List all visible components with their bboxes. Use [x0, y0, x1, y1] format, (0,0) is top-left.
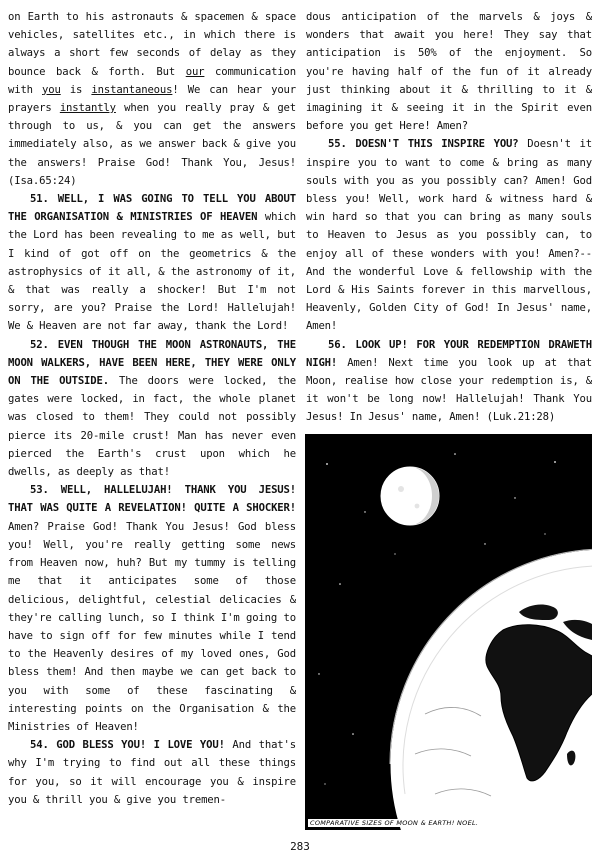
paragraph-55-heading: 55. DOESN'T THIS INSPIRE YOU? [328, 138, 519, 151]
paragraph-53 [8, 481, 296, 736]
emphasis-you: you [42, 83, 61, 96]
paragraph-53-heading: 53. WELL, HALLELUJAH! THANK YOU JESUS! THAT WAS QUITE A REVELATION! QUITE A SHOCKER! [8, 484, 296, 515]
emphasis-instantly: instantly [59, 102, 116, 115]
paragraph-52-body: The doors were locked, the gates were locked, in fact, the whole planet was closed to them! They could not possibly pierce its 20-mile crust! Man has never even pierced the Earth's crust upon which he dwells, as deeply as that! [8, 375, 297, 479]
paragraph-52-heading: 52. EVEN THOUGH THE MOON ASTRONAUTS, THE MOON WALKERS, HAVE BEEN HERE, THEY WERE ONLY ON THE OUTSIDE. [8, 338, 296, 388]
paragraph-55 [306, 135, 592, 335]
paragraph-55-body: Doesn't it inspire you to want to come & bring as many souls with you as you possibly can? Amen! God bless you! Well, work hard & witness hard & win hard so that you can bring as many souls to Heaven to Jesus as you possibly can, to enjoy all of these wonders with you! Amen?--And the wonderful Love & fellowship with the Lord & His Saints forever in this marvellous, Heavenly, Golden City of God! In Jesus' name, Amen! [306, 138, 592, 333]
paragraph-52 [8, 336, 296, 482]
paragraph-54-body: And that's why I'm trying to find out all these things for you, so it will encourage you & inspire you & thrill you & give you tremen- [8, 739, 296, 806]
paragraph-54-heading: 54. GOD BLESS YOU! I LOVE YOU! [30, 739, 225, 752]
paragraph-56-body: Amen! Next time you look up at that Moon, realise how close your redemption is, & it won't be long now! Hallelujah! Thank You Jesus! In Jesus' name, Amen! (Luk.21:28) [306, 356, 592, 424]
paragraph-51-heading: 51. WELL, I WAS GOING TO TELL YOU ABOUT THE ORGANISATION & MINISTRIES OF HEAVEN [8, 193, 296, 224]
paragraph-continuation-right: dous anticipation of the marvels & joys & wonders that await you here! They say that anticipation is 50% of the enjoyment. So you're having half of the fun of it already just thinking about it & thrilling to it & imagining it & seeing it in the Spirit even before you get Here! Amen? [306, 11, 592, 133]
moon [381, 467, 439, 525]
illustration-caption: COMPARATIVE SIZES OF MOON & EARTH! NOEL. [308, 819, 594, 827]
paragraph-51 [8, 190, 296, 336]
right-column [306, 8, 592, 427]
paragraph-53-body: Amen? Praise God! Thank You Jesus! God bless you! Well, you're really getting some news from Heaven now, huh? But my tummy is telling me that it anticipates some of those delicious, delightful, celestial delicacies & they're calling lunch, so I think I'm going to have to sign off for few minutes while I tend to the Heavenly desires of my loved ones, God bless them! And then maybe we can get back to you with some of these fascinating & interesting points on the Organisation & the Ministries of Heaven! [8, 520, 296, 733]
emphasis-instantaneous: instantaneous [91, 83, 173, 96]
paragraph-54 [8, 736, 296, 809]
paragraph-51-body: which the Lord has been revealing to me as well, but I kind of got off on the geometrics & the astrophysics of it all, & the astronomy of it, & that was really a shocker! But I'm not sorry, are you? Praise the Lord! Hallelujah! We & Heaven are not far away, thank the Lord! [8, 211, 296, 333]
left-column [8, 8, 296, 809]
moon-earth-drawing [305, 434, 592, 830]
moon-earth-illustration [305, 434, 592, 830]
paragraph-56 [306, 336, 592, 427]
emphasis-our: our [185, 65, 205, 78]
paragraph-56-heading: 56. LOOK UP! FOR YOUR REDEMPTION DRAWETH NIGH! [306, 338, 592, 369]
page-number: 283 [290, 840, 310, 853]
paragraph-continuation: on Earth to his astronauts & spacemen & space vehicles, satellites etc., in which there is always a short few seconds of delay as they bounce back & forth. But our communication with you is instantaneous! We can hear your prayers instantly when you really pray & get through to us, & you can get the answers immediately also, as we answer back & give you the answers! Praise God! Thank You, Jesus! (Isa.65:24) [8, 11, 297, 187]
